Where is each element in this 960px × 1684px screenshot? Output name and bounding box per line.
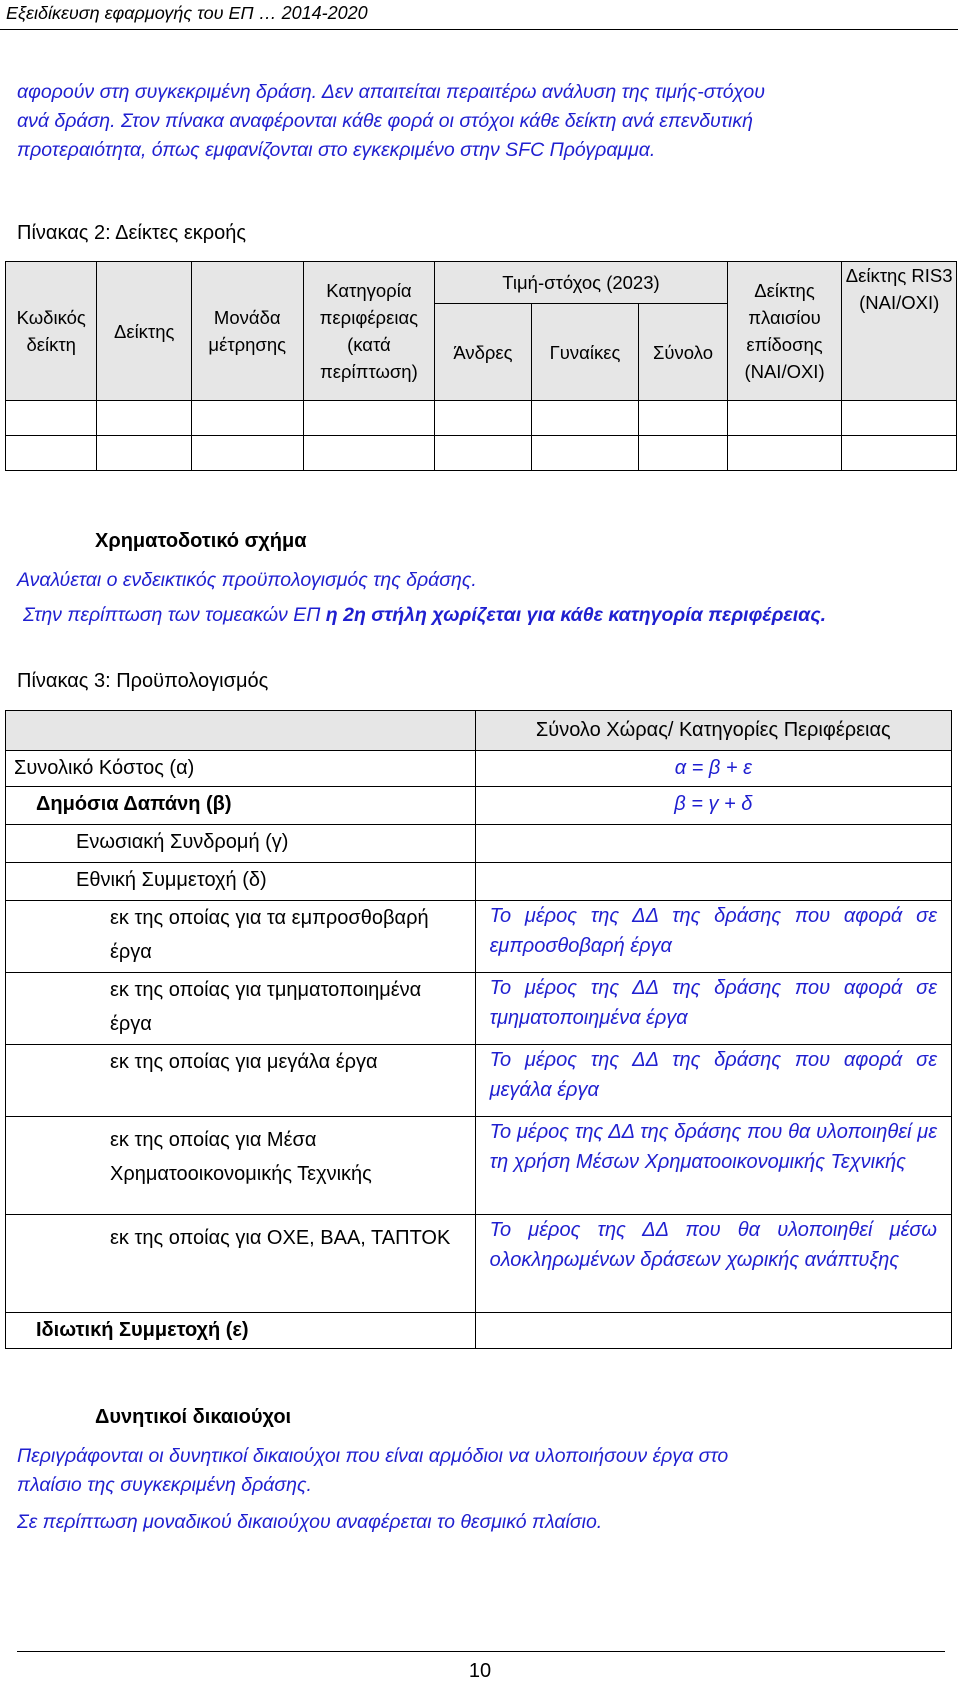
col-header-men: Άνδρες bbox=[435, 304, 532, 401]
row-label: εκ της οποίας για τμηματοποιημένα έργα bbox=[6, 973, 476, 1045]
row-value: α = β + ε bbox=[475, 751, 951, 787]
row-value: Το μέρος της ΔΔ που θα υλοποιηθεί μέσω ολοκληρωμένων δράσεων χωρικής ανάπτυξης bbox=[475, 1215, 951, 1313]
table3-caption: Πίνακας 3: Προϋπολογισμός bbox=[17, 670, 269, 692]
intro-line: ανά δράση. Στον πίνακα αναφέρονται κάθε φορά οι στόχοι κάθε δείκτη ανά επενδυτική bbox=[17, 110, 753, 132]
table-row bbox=[6, 401, 957, 436]
financing-line-bold: η 2η στήλη χωρίζεται για κάθε κατηγορία περιφέρειας. bbox=[325, 604, 827, 626]
beneficiaries-text bbox=[17, 1442, 945, 1537]
row-label: Ιδιωτική Συμμετοχή (ε) bbox=[6, 1313, 476, 1349]
output-indicators-table bbox=[5, 261, 957, 471]
col-header-women: Γυναίκες bbox=[531, 304, 639, 401]
row-value: Το μέρος της ΔΔ της δράσης που αφορά σε μεγάλα έργα bbox=[475, 1045, 951, 1117]
col-header-country: Σύνολο Χώρας/ Κατηγορίες Περιφέρειας bbox=[475, 711, 951, 751]
row-value bbox=[475, 1313, 951, 1349]
intro-paragraph bbox=[17, 78, 945, 165]
col-header-target: Τιμή-στόχος (2023) bbox=[435, 262, 728, 304]
row-value: Το μέρος της ΔΔ της δράσης που θα υλοποιηθεί με τη χρήση Μέσων Χρηματοοικονομικής Τεχνικής bbox=[475, 1117, 951, 1215]
col-header-unit: Μονάδα μέτρησης bbox=[191, 262, 303, 401]
beneficiaries-line: πλαίσιο της συγκεκριμένη δράσης. bbox=[17, 1474, 312, 1496]
col-header-performance: Δείκτης πλαισίου επίδοσης (ΝΑΙ/ΟΧΙ) bbox=[727, 262, 842, 401]
table-row bbox=[6, 436, 957, 471]
row-value bbox=[475, 863, 951, 901]
row-label: Εθνική Συμμετοχή (δ) bbox=[6, 863, 476, 901]
footer-rule bbox=[17, 1651, 945, 1652]
col-header-code: Κωδικός δείκτη bbox=[6, 262, 97, 401]
col-header-ris3: Δείκτης RIS3 (ΝΑΙ/ΟΧΙ) bbox=[842, 262, 957, 401]
beneficiaries-line: Περιγράφονται οι δυνητικοί δικαιούχοι που είναι αρμόδιοι να υλοποιήσουν έργα στο bbox=[17, 1445, 729, 1467]
row-label: Ενωσιακή Συνδρομή (γ) bbox=[6, 825, 476, 863]
row-value: β = γ + δ bbox=[475, 787, 951, 825]
financing-line-start: Στην περίπτωση των τομεακών ΕΠ bbox=[23, 604, 326, 626]
financing-line: Αναλύεται ο ενδεικτικός προϋπολογισμός της δράσης. bbox=[17, 569, 477, 591]
beneficiaries-heading: Δυνητικοί δικαιούχοι bbox=[95, 1406, 292, 1428]
col-header-total: Σύνολο bbox=[639, 304, 727, 401]
financing-line bbox=[17, 601, 945, 630]
row-label: Συνολικό Κόστος (α) bbox=[6, 751, 476, 787]
row-value: Το μέρος της ΔΔ της δράσης που αφορά σε τμηματοποιημένα έργα bbox=[475, 973, 951, 1045]
running-header: Εξειδίκευση εφαρμογής του ΕΠ … 2014-2020 bbox=[0, 0, 958, 30]
row-label: εκ της οποίας για Μέσα Χρηματοοικονομικής Τεχνικής bbox=[6, 1117, 476, 1215]
page-number: 10 bbox=[468, 1660, 492, 1682]
row-label: εκ της οποίας για μεγάλα έργα bbox=[6, 1045, 476, 1117]
row-value: Το μέρος της ΔΔ της δράσης που αφορά σε εμπροσθοβαρή έργα bbox=[475, 901, 951, 973]
intro-line: προτεραιότητα, όπως εμφανίζονται στο εγκεκριμένο στην SFC Πρόγραμμα. bbox=[17, 139, 656, 161]
financing-text bbox=[17, 566, 945, 630]
budget-table bbox=[5, 710, 952, 1349]
beneficiaries-line: Σε περίπτωση μοναδικού δικαιούχου αναφέρεται το θεσμικό πλαίσιο. bbox=[17, 1511, 603, 1533]
col-header-category: Κατηγορία περιφέρειας (κατά περίπτωση) bbox=[303, 262, 435, 401]
row-label: εκ της οποίας για τα εμπροσθοβαρή έργα bbox=[6, 901, 476, 973]
financing-heading: Χρηματοδοτικό σχήμα bbox=[95, 530, 307, 552]
table2-caption: Πίνακας 2: Δείκτες εκροής bbox=[17, 222, 247, 244]
row-label: εκ της οποίας για ΟΧΕ, ΒΑΑ, ΤΑΠΤΟΚ bbox=[6, 1215, 476, 1313]
intro-line: αφορούν στη συγκεκριμένη δράση. Δεν απαιτείται περαιτέρω ανάλυση της τιμής-στόχου bbox=[17, 81, 765, 103]
row-label: Δημόσια Δαπάνη (β) bbox=[6, 787, 476, 825]
col-header-indicator: Δείκτης bbox=[97, 262, 191, 401]
row-value bbox=[475, 825, 951, 863]
